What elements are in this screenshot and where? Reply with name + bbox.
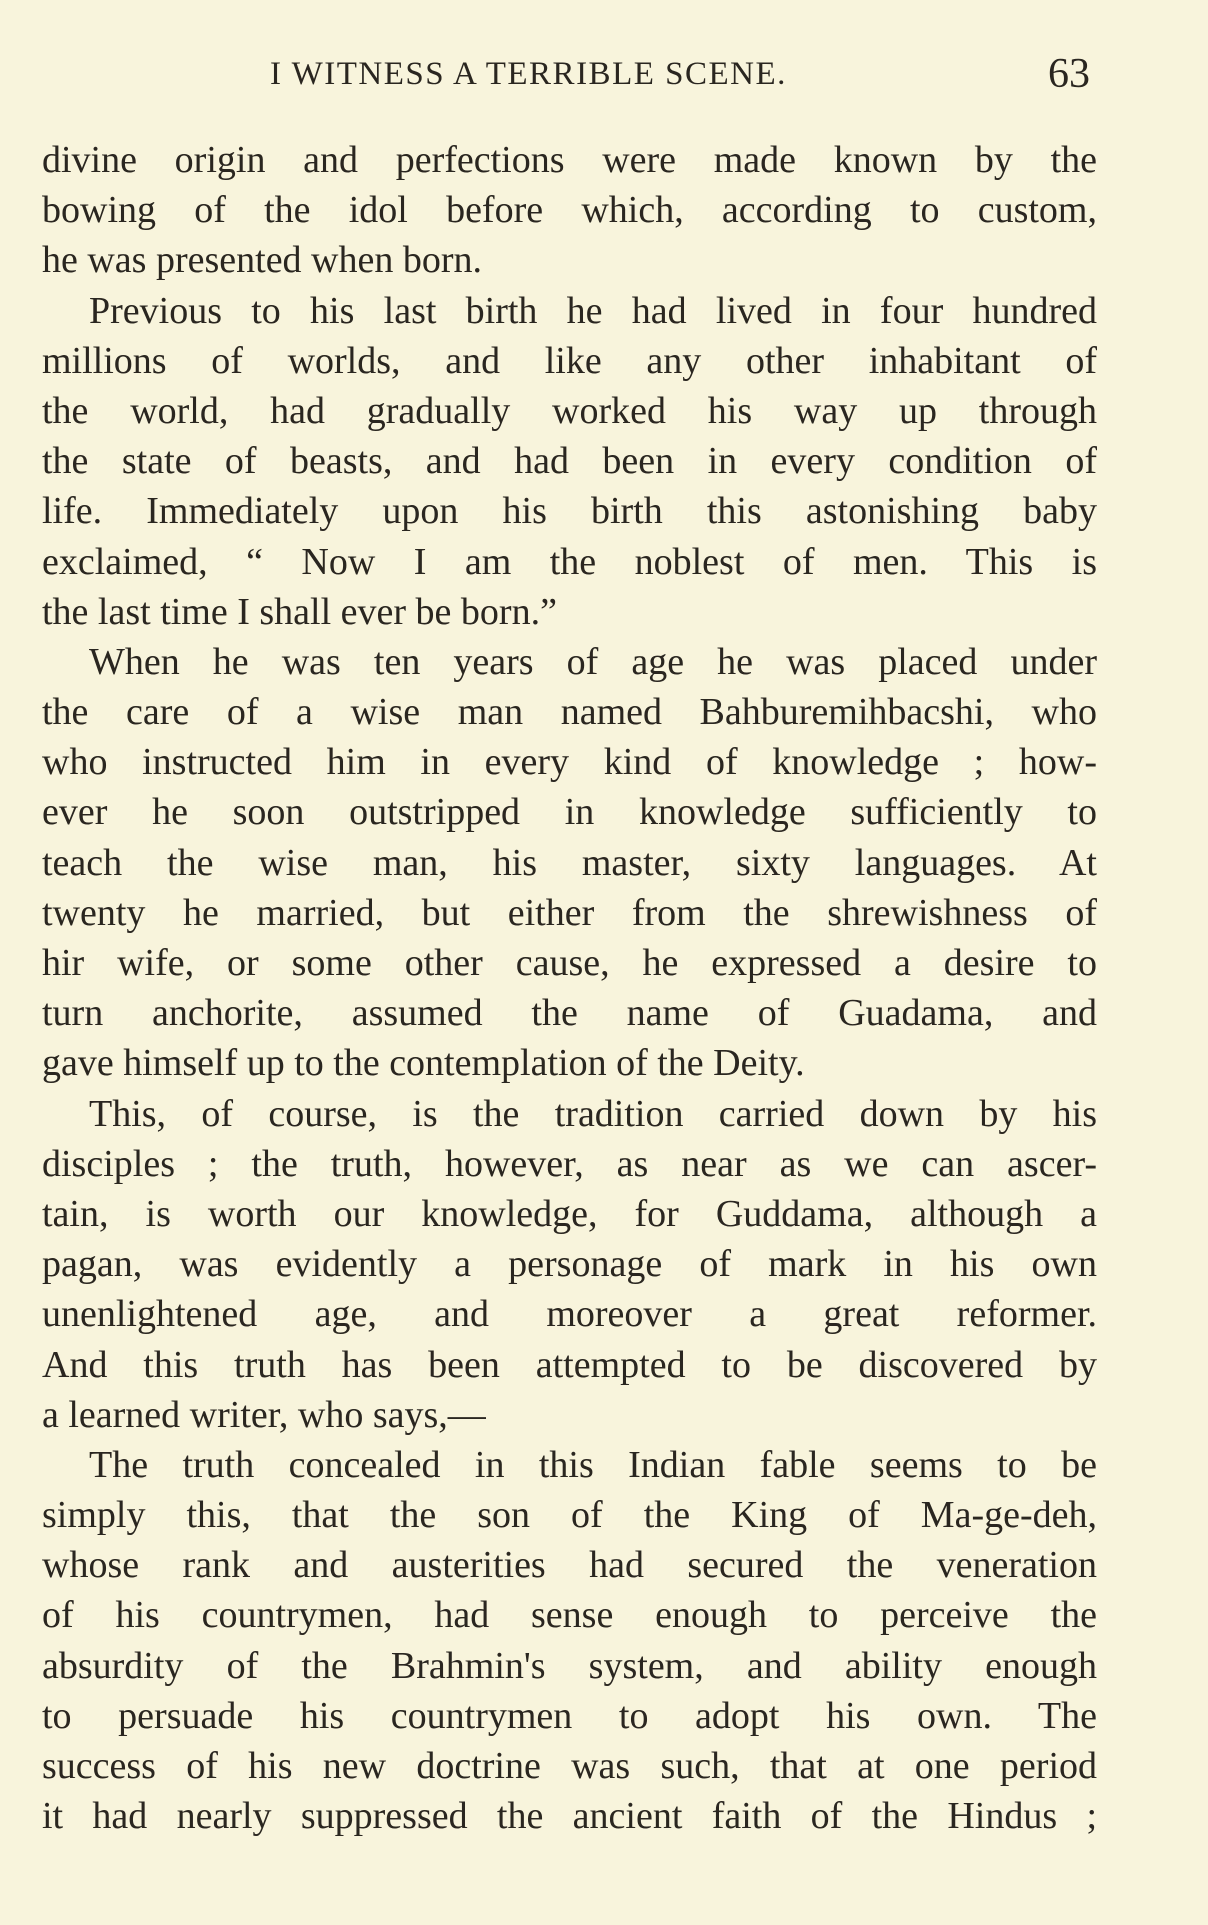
text-line: simply this, that the son of the King of Ma-ge-deh, [42, 1494, 1097, 1537]
text-line: teach the wise man, his master, sixty languages. At [42, 841, 1097, 884]
page-number: 63 [1048, 51, 1090, 97]
text-line: disciples ; the truth, however, as near as we can ascer- [42, 1142, 1097, 1185]
body-text [42, 135, 1097, 1841]
text-line: tain, is worth our knowledge, for Guddama, although a [42, 1192, 1097, 1235]
text-line: Previous to his last birth he had lived in four hundred [89, 289, 1097, 332]
text-line: life. Immediately upon his birth this astonishing baby [42, 490, 1097, 533]
text-line: bowing of the idol before which, according to custom, [42, 189, 1097, 232]
page-header [0, 50, 1208, 100]
text-line: The truth concealed in this Indian fable seems to be [89, 1443, 1097, 1486]
running-head: I WITNESS A TERRIBLE SCENE. [270, 56, 787, 92]
text-line: When he was ten years of age he was placed under [89, 640, 1097, 683]
text-line: the last time I shall ever be born.” [42, 590, 557, 633]
text-line: the world, had gradually worked his way up through [42, 389, 1097, 432]
text-line: whose rank and austerities had secured the veneration [42, 1544, 1097, 1587]
text-line: millions of worlds, and like any other inhabitant of [42, 339, 1097, 382]
text-line: the state of beasts, and had been in every condition of [42, 440, 1097, 483]
text-line: unenlightened age, and moreover a great reformer. [42, 1293, 1097, 1336]
text-line: divine origin and perfections were made known by the [42, 139, 1097, 181]
text-line: gave himself up to the contemplation of the Deity. [42, 1042, 805, 1085]
text-line: turn anchorite, assumed the name of Guadama, and [42, 992, 1097, 1035]
text-line: hir wife, or some other cause, he expressed a desire to [42, 942, 1097, 984]
text-line: he was presented when born. [42, 239, 483, 282]
text-line: of his countrymen, had sense enough to perceive the [42, 1594, 1097, 1637]
text-line: who instructed him in every kind of knowledge ; how- [42, 741, 1097, 784]
text-line: pagan, was evidently a personage of mark in his own [42, 1243, 1097, 1286]
text-line: twenty he married, but either from the shrewishness of [42, 891, 1097, 934]
text-line: exclaimed, “ Now I am the noblest of men. This is [42, 540, 1097, 583]
text-line: a learned writer, who says,— [42, 1393, 486, 1436]
text-line: And this truth has been attempted to be discovered by [42, 1343, 1097, 1386]
text-line: success of his new doctrine was such, that at one period [42, 1745, 1097, 1787]
text-line: the care of a wise man named Bahburemihbacshi, who [42, 691, 1097, 734]
text-line: to persuade his countrymen to adopt his own. The [42, 1694, 1097, 1737]
text-line: This, of course, is the tradition carried down by his [89, 1092, 1097, 1135]
text-line: it had nearly suppressed the ancient faith of the Hindus ; [42, 1795, 1097, 1838]
text-line: ever he soon outstripped in knowledge sufficiently to [42, 791, 1097, 834]
text-line: absurdity of the Brahmin's system, and ability enough [42, 1644, 1097, 1687]
